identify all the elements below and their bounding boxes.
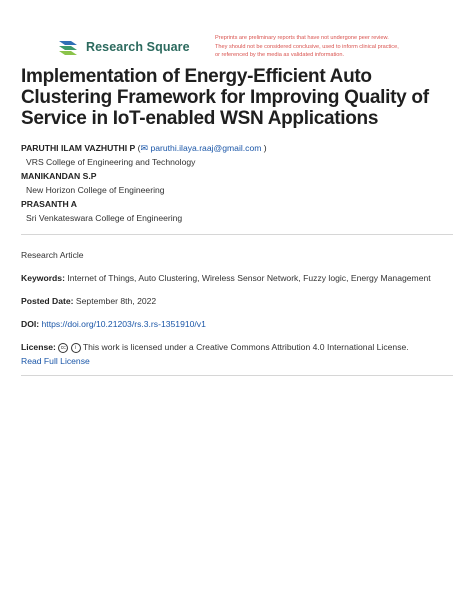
author-list [21, 141, 461, 225]
read-full-license-row [21, 356, 90, 366]
license-label: License: [21, 342, 56, 352]
keywords-value: Internet of Things, Auto Clustering, Wireless Sensor Network, Fuzzy logic, Energy Management [67, 273, 431, 283]
preprint-disclaimer [215, 34, 455, 60]
posted-date-value: September 8th, 2022 [75, 296, 157, 306]
envelope-icon: ✉ [140, 143, 149, 153]
author-affiliation: New Horizon College of Engineering [26, 185, 165, 195]
doi-label: DOI: [21, 319, 40, 329]
disclaimer-line: Preprints are preliminary reports that have not undergone peer review. [215, 35, 389, 41]
posted-date-row [21, 296, 156, 306]
disclaimer-line: They should not be considered conclusive, used to inform clinical practice, [215, 43, 399, 50]
keywords-row [21, 273, 431, 283]
divider [21, 234, 453, 235]
disclaimer-line: or referenced by the media as validated information. [215, 52, 345, 58]
article-type: Research Article [21, 250, 84, 260]
author-email-link[interactable]: paruthi.ilaya.raaj@gmail.com [150, 143, 262, 153]
author-affiliation: Sri Venkateswara College of Engineering [26, 213, 183, 223]
doi-row [21, 319, 206, 329]
license-text: This work is licensed under a Creative Commons Attribution 4.0 International License. [82, 342, 409, 352]
paper-title: Implementation of Energy-Efficient Auto Clustering Framework for Improving Quality of Service in IoT-enabled WSN Applications [21, 66, 429, 129]
author-name: MANIKANDAN S.P [21, 171, 97, 181]
logo-text: Research Square [86, 40, 190, 54]
research-square-logo-icon [57, 38, 81, 56]
attribution-icon: i [71, 343, 81, 353]
license-row [21, 342, 409, 353]
header [0, 0, 474, 62]
keywords-label: Keywords: [21, 273, 65, 283]
research-square-logo[interactable] [57, 38, 190, 56]
read-full-license-link[interactable]: Read Full License [21, 356, 90, 366]
author-row: PARUTHI ILAM VAZHUTHI P (✉ paruthi.ilaya.raaj@gmail.com ) [21, 143, 267, 153]
author-name: PARUTHI ILAM VAZHUTHI P [21, 143, 136, 153]
creative-commons-icon: cc [58, 343, 68, 353]
author-name: PRASANTH A [21, 199, 78, 209]
author-row [21, 169, 461, 183]
author-affiliation: VRS College of Engineering and Technology [26, 157, 196, 167]
doi-link[interactable]: https://doi.org/10.21203/rs.3.rs-1351910/v1 [41, 319, 206, 329]
author-row [21, 197, 461, 211]
divider [21, 375, 453, 376]
posted-date-label: Posted Date: [21, 296, 74, 306]
